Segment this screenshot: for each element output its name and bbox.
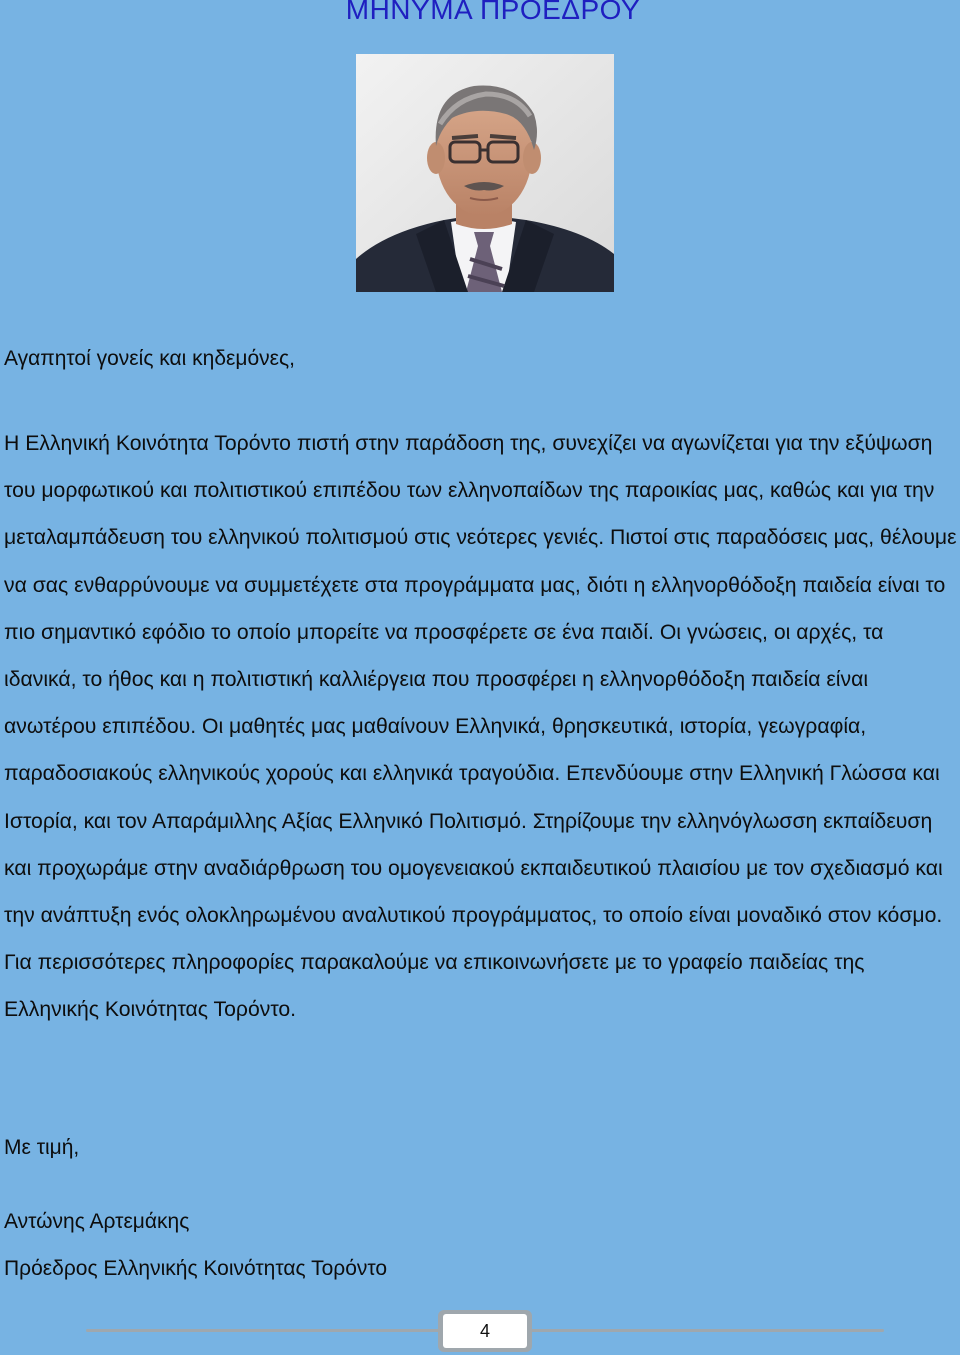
greeting: Αγαπητοί γονείς και κηδεμόνες, <box>4 347 295 370</box>
page-title: ΜΗΝΥΜΑ ΠΡΟΕΔΡΟΥ <box>345 0 641 25</box>
page-number: 4 <box>443 1314 527 1348</box>
portrait-icon <box>356 54 614 292</box>
portrait-photo <box>356 54 614 292</box>
signer-name: Αντώνης Αρτεμάκης <box>4 1210 190 1233</box>
closing: Με τιμή, <box>4 1136 80 1159</box>
letter-body: Η Ελληνική Κοινότητα Τορόντο πιστή στην παράδοση της, συνεχίζει να αγωνίζεται για την εξύψωση του μορφωτικού και πολιτιστικού επιπέδου των ελληνοπαίδων της παροικίας μας, καθώς και για την μεταλαμπάδευση του ελληνικού πολιτισμού στις νεότερες γενιές. Πιστοί στις παραδόσεις μας, θέλουμε να σας ενθαρρύνουμε να συμμετέχετε στα προγράμματα μας, διότι η ελληνορθόδοξη παιδεία είναι το πιο σημαντικό εφόδιο το οποίο μπορείτε να προσφέρετε σε ένα παιδί. Οι γνώσεις, οι αρχές, τα ιδανικά, το ήθος και η πολιτιστική καλλιέργεια που προσφέρει η ελληνορθόδοξη παιδεία είναι ανωτέρου επιπέδου. Οι μαθητές μας μαθαίνουν Ελληνικά, θρησκευτικά, ιστορία, γεωγραφία, παραδοσιακούς ελληνικούς χορούς και ελληνικά τραγούδια. Επενδύουμε στην Ελληνική Γλώσσα και Ιστορία, και τον Απαράμιλλης Αξίας Ελληνικό Πολιτισμό. Στηρίζουμε την ελληνόγλωσση εκπαίδευση και προχωράμε στην αναδιάρθρωση του ομογενειακού εκπαιδευτικού πλαισίου με τον σχεδιασμό και την ανάπτυξη ενός ολοκληρωμένου αναλυτικού προγράμματος, το οποίο είναι μοναδικό στον κόσμο. Για περισσότερες πληροφορίες παρακαλούμε να επικοινωνήσετε με το γραφείο παιδείας της Ελληνικής Κοινότητας Τορόντο. <box>4 432 957 1022</box>
signer-title: Πρόεδρος Ελληνικής Κοινότητας Τορόντο <box>4 1257 388 1280</box>
